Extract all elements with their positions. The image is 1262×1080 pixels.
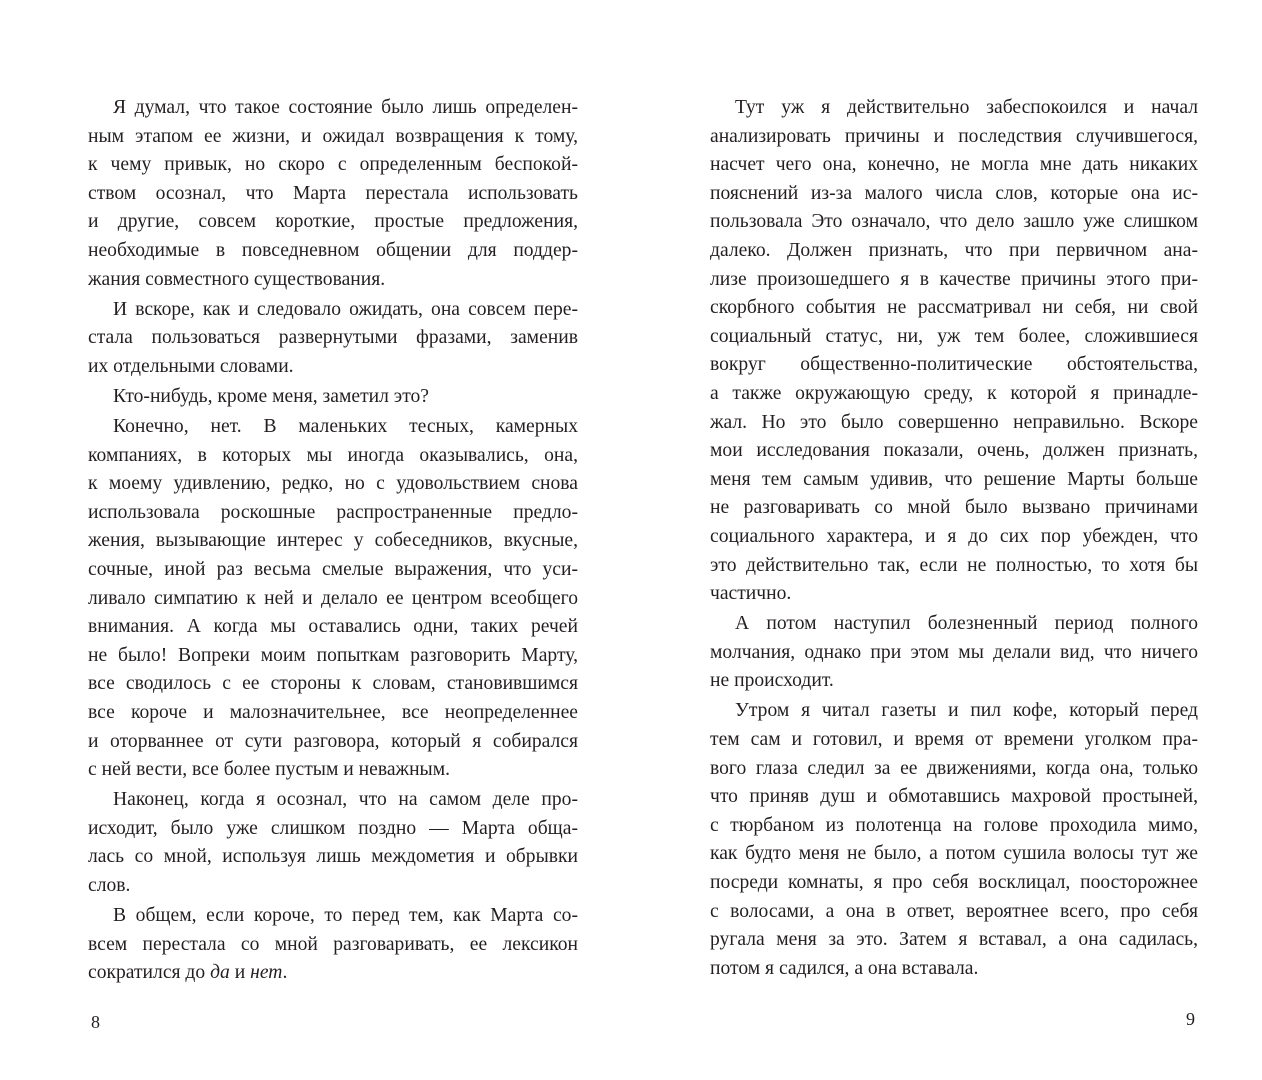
text-line: все короче и малозначительнее, все неопределеннее <box>88 701 578 723</box>
text-line: вого глаза следил за ее движениями, когда она, только <box>710 757 1198 779</box>
text-line: а также окружающую среду, к которой я принадле- <box>710 382 1198 404</box>
text-line: Тут уж я действительно забеспокоился и начал <box>735 97 1198 118</box>
text-line: и другие, совсем короткие, простые предложения, <box>88 211 578 233</box>
text-line: их отдельными словами. <box>88 355 294 377</box>
text-line: Конечно, нет. В маленьких тесных, камерных <box>113 416 578 438</box>
text-line: всем перестала со мной разговаривать, ее лексикон <box>88 933 578 955</box>
paragraph <box>88 413 578 785</box>
text-line: с ней вести, все более пустым и неважным. <box>88 759 451 781</box>
text-line: И вскоре, как и следовало ожидать, она совсем пере- <box>113 298 578 320</box>
text-segment: сократился до <box>88 962 211 984</box>
paragraph <box>88 902 578 988</box>
paragraph <box>88 94 578 294</box>
text-line: не разговаривать со мной было вызвано причинами <box>710 497 1198 519</box>
text-line: далеко. Должен признать, что при первичном ана- <box>710 239 1198 261</box>
text-line: компаниях, в которых мы иногда оказывались, она, <box>88 444 578 466</box>
text-segment: и <box>229 962 251 984</box>
paragraph <box>88 296 578 382</box>
text-line: тем сам и готовил, и время от времени уголком пра- <box>710 729 1198 751</box>
text-line: частично. <box>710 583 792 605</box>
paragraph <box>88 786 578 900</box>
text-line: Я думал, что такое состояние было лишь определен- <box>113 97 578 118</box>
text-line: жения, вызывающие интерес у собеседников, вкусные, <box>88 530 578 552</box>
text-line: это действительно так, если не полностью, то хотя бы <box>710 554 1198 576</box>
text-line: социальный статус, ни, уж тем более, сложившиеся <box>710 325 1198 347</box>
text-line: Кто-нибудь, кроме меня, заметил это? <box>113 385 429 407</box>
page-number-right: 9 <box>1186 1009 1195 1029</box>
text-line: сочные, иной раз весьма смелые выражения, что уси- <box>88 559 578 580</box>
text-line: анализировать причины и последствия случившегося, <box>710 125 1198 147</box>
text-line: слов. <box>88 875 131 897</box>
text-line: использовала роскошные распространенные предло- <box>88 501 578 523</box>
text-line: лизе произошедшего я в качестве причины этого при- <box>710 268 1198 290</box>
paragraph <box>88 383 578 412</box>
text-line <box>88 959 578 988</box>
paragraph <box>710 610 1198 696</box>
text-line: ругала меня за это. Затем я вставал, а она садилась, <box>710 929 1198 951</box>
paragraph <box>710 94 1198 609</box>
text-line: с волосами, а она в ответ, вероятнее всего, про себя <box>710 900 1198 922</box>
text-line: жания совместного существования. <box>88 268 386 290</box>
text-line: необходимые в повседневном общении для поддер- <box>88 239 578 261</box>
left-page-text <box>88 94 578 989</box>
text-line: скорбного события не рассматривал ни себя, ни свой <box>710 297 1198 319</box>
text-line: пояснений из-за малого числа слов, которые она ис- <box>710 182 1198 204</box>
page-number-left: 8 <box>91 1012 100 1032</box>
text-line: все сводилось с ее стороны к словам, становившимся <box>88 673 578 695</box>
text-line: мои исследования показали, очень, должен признать, <box>710 440 1198 462</box>
text-segment: . <box>282 962 288 984</box>
text-line: к чему привык, но скоро с определенным беспокой- <box>88 154 578 176</box>
text-line: меня тем самым удивив, что решение Марты больше <box>710 468 1198 490</box>
text-line: как будто меня не было, а потом сушила волосы тут же <box>710 843 1198 865</box>
text-line: ливало симпатию к ней и делало ее центром всеобщего <box>88 587 578 609</box>
text-line: Утром я читал газеты и пил кофе, который перед <box>735 700 1198 722</box>
text-line: с тюрбаном из полотенца на голове проходила мимо, <box>710 814 1198 836</box>
text-line: А потом наступил болезненный период полного <box>735 613 1198 635</box>
text-line: исходит, было уже слишком поздно — Марта обща- <box>88 817 578 839</box>
text-line: посреди комнаты, я про себя восклицал, поосторожнее <box>710 872 1198 894</box>
text-line: потом я садился, а она вставала. <box>710 957 979 979</box>
paragraph <box>710 697 1198 983</box>
text-line: вокруг общественно-политические обстоятельства, <box>710 354 1198 376</box>
text-line: лась со мной, используя лишь междометия и обрывки <box>88 846 578 868</box>
text-line: насчет чего она, конечно, не могла мне дать никаких <box>710 154 1198 176</box>
text-line: стала пользоваться развернутыми фразами, заменив <box>88 327 578 349</box>
text-line: жал. Но это было совершенно неправильно. Вскоре <box>710 411 1198 433</box>
italic-word: нет <box>250 962 283 984</box>
text-line: В общем, если короче, то перед тем, как Марта со- <box>113 905 578 927</box>
text-line: и оторваннее от сути разговора, который я собирался <box>88 730 578 752</box>
text-line: внимания. А когда мы оставались одни, таких речей <box>88 616 578 638</box>
text-line: к моему удивлению, редко, но с удовольствием снова <box>88 473 578 495</box>
right-page-text <box>710 94 1198 985</box>
text-line: ным этапом ее жизни, и ожидал возвращения к тому, <box>88 125 578 147</box>
text-line: не происходит. <box>710 670 834 692</box>
text-line: молчания, однако при этом мы делали вид, что ничего <box>710 641 1198 663</box>
italic-word: да <box>210 962 230 984</box>
text-line: пользовала Это означало, что дело зашло уже слишком <box>710 211 1198 233</box>
text-line: ством осознал, что Марта перестала использовать <box>88 182 578 204</box>
text-line: социального характера, и я до сих пор убежден, что <box>710 525 1198 547</box>
text-line: что приняв душ и обмотавшись махровой простыней, <box>710 786 1198 808</box>
text-line: не было! Вопреки моим попыткам разговорить Марту, <box>88 644 578 666</box>
text-line: Наконец, когда я осознал, что на самом деле про- <box>113 789 578 811</box>
